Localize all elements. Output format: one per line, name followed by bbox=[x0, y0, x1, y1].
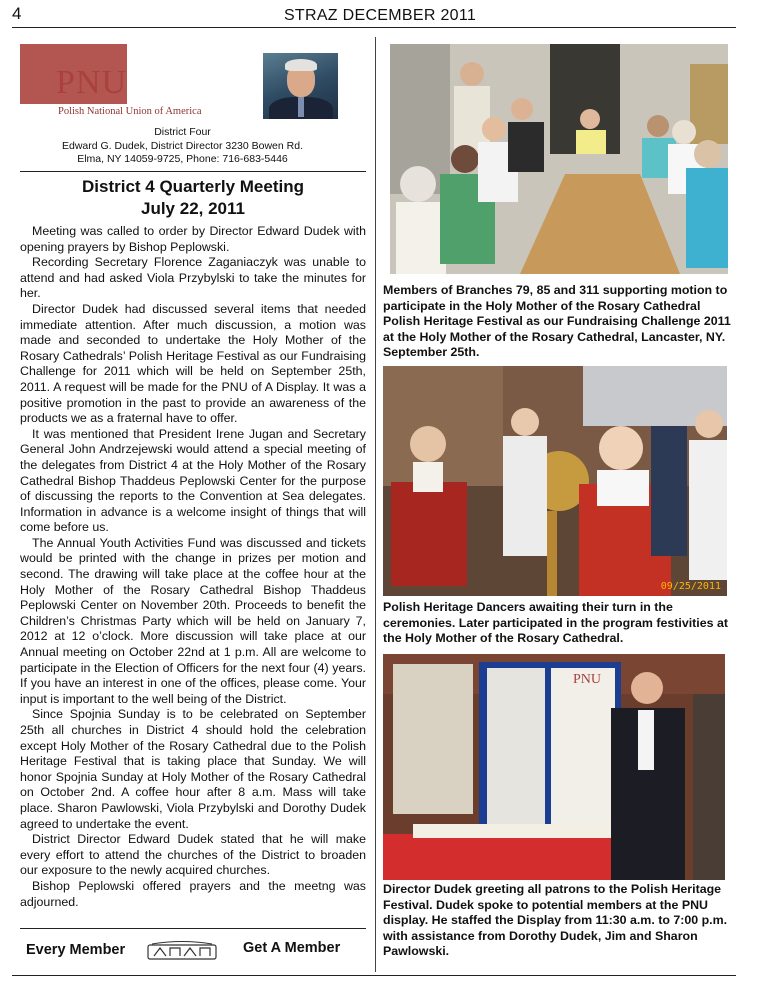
district-director-address: Edward G. Dudek, District Director 3230 Bowen Rd. bbox=[61, 139, 303, 152]
slogan-get-a-member: Get A Member bbox=[243, 940, 341, 956]
title-rule bbox=[20, 171, 366, 172]
district-contact bbox=[20, 126, 345, 167]
slogan-rule bbox=[20, 928, 366, 929]
article-paragraph: Meeting was called to order by Director Edward Dudek with opening prayers by Bishop Peplowski. bbox=[20, 224, 366, 254]
display-pnu-label: PNU bbox=[573, 672, 602, 687]
article-paragraph: Recording Secretary Florence Zaganiaczyk was unable to attend and had asked Viola Przybylski to take the minutes for her. bbox=[20, 255, 366, 301]
dancers-photo bbox=[383, 366, 727, 596]
slogan-every-member: Every Member bbox=[26, 942, 126, 958]
article-paragraph: The Annual Youth Activities Fund was discussed and tickets would be printed with the change in prizes per motion and second. The drawing will take place at the coffee hour at the Holy Mother of the Rosary Cathedral Bishop Thaddeus Peplowski Center on November 20th. Proceeds to benefit the Children’s Christmas Party which will be held on January 7, 2012 at 12 o’clock. More discussion will take place at our Annual meeting on October 22nd at 1 p.m. All are welcome to participate in the Election of Officers for the next four (4) years. If you have an interest in one of the offices, please come. Your input is important to the well being of the District. bbox=[20, 535, 366, 706]
footer-rule bbox=[12, 975, 736, 976]
logo-org-name: Polish National Union of America bbox=[58, 106, 202, 117]
article-title bbox=[20, 176, 366, 220]
article-title-line2: July 22, 2011 bbox=[141, 199, 245, 218]
photo-date-stamp: 09/25/2011 bbox=[660, 581, 721, 592]
district-name: District Four bbox=[154, 126, 211, 138]
display-photo bbox=[383, 654, 725, 880]
article-paragraph: Since Spojnia Sunday is to be celebrated on September 25th all churches in District 4 should hold the celebration except Holy Mother of the Rosary Cathedral due to the Polish Heritage Festival that is taking place that Sunday. We will honor Spojnia Sunday at Holy Mother of the Rosary Cathedral on October 2nd. A coffee hour after 8 a.m. Mass will take place. Sharon Pawlowski, Viola Przybylski and Dorothy Dudek agreed to undertake the event. bbox=[20, 707, 366, 831]
article-title-line1: District 4 Quarterly Meeting bbox=[81, 177, 304, 196]
meeting-photo bbox=[390, 44, 728, 274]
logo-acronym: PNU bbox=[56, 64, 128, 101]
page-number: 4 bbox=[12, 4, 22, 23]
article-paragraph: It was mentioned that President Irene Jugan and Secretary General John Andrzejewski would attend a special meeting of the delegates from District 4 at the Holy Mother of the Rosary Cathedral Bishop Thaddeus Peplowski Center for the purpose of discussing the reports to the Convention at Sea delegates. Information in advance is a welcome insight of things that will come before us. bbox=[20, 426, 366, 535]
dancers-photo-caption: Polish Heritage Dancers awaiting their turn in the ceremonies. Later participated in the program festivities at the Holy Mother of the Rosary Cathedral. bbox=[383, 600, 728, 646]
article-paragraph: Director Dudek had discussed several items that needed immediate attention. After much discussion, a motion was made and seconded to undertake the Holy Mother of the Rosary Cathedrals’ Polish Heritage Festival as our Fundraising Challenge for 2011 which will be held on September 25th, 2011. A request will be made for the PNU of A Display. It was a positive promotion in the past to provide an awareness of the products we as a fraternal have to offer. bbox=[20, 301, 366, 426]
article-body bbox=[20, 224, 366, 910]
article-paragraph: Bishop Peplowski offered prayers and the meetng was adjourned. bbox=[20, 878, 366, 909]
meeting-photo-caption: Members of Branches 79, 85 and 311 supporting motion to participate in the Holy Mother of the Rosary Cathedral Polish Heritage Festival as our Fundraising Challenge 2011 at the Holy Mother of the Rosary Cathedral, Lancaster, NY. September 25th. bbox=[383, 283, 731, 360]
director-portrait bbox=[263, 53, 338, 119]
district-city-phone: Elma, NY 14059-9725, Phone: 716-683-5446 bbox=[77, 153, 288, 165]
membership-emblem-icon bbox=[146, 941, 218, 961]
header-rule bbox=[12, 27, 736, 28]
running-head: STRAZ DECEMBER 2011 bbox=[283, 7, 477, 24]
display-photo-caption: Director Dudek greeting all patrons to the Polish Heritage Festival. Dudek spoke to potential members at the PNU display. He staffed the Display from 11:30 a.m. to 7:00 p.m. with assistance from Dorothy Dudek, Jim and Sharon Pawlowski. bbox=[383, 882, 728, 959]
column-divider bbox=[375, 37, 376, 972]
article-paragraph: District Director Edward Dudek stated that he will make every effort to attend the churches of the District to broaden our exposure to the newly acquired churches. bbox=[20, 832, 366, 878]
